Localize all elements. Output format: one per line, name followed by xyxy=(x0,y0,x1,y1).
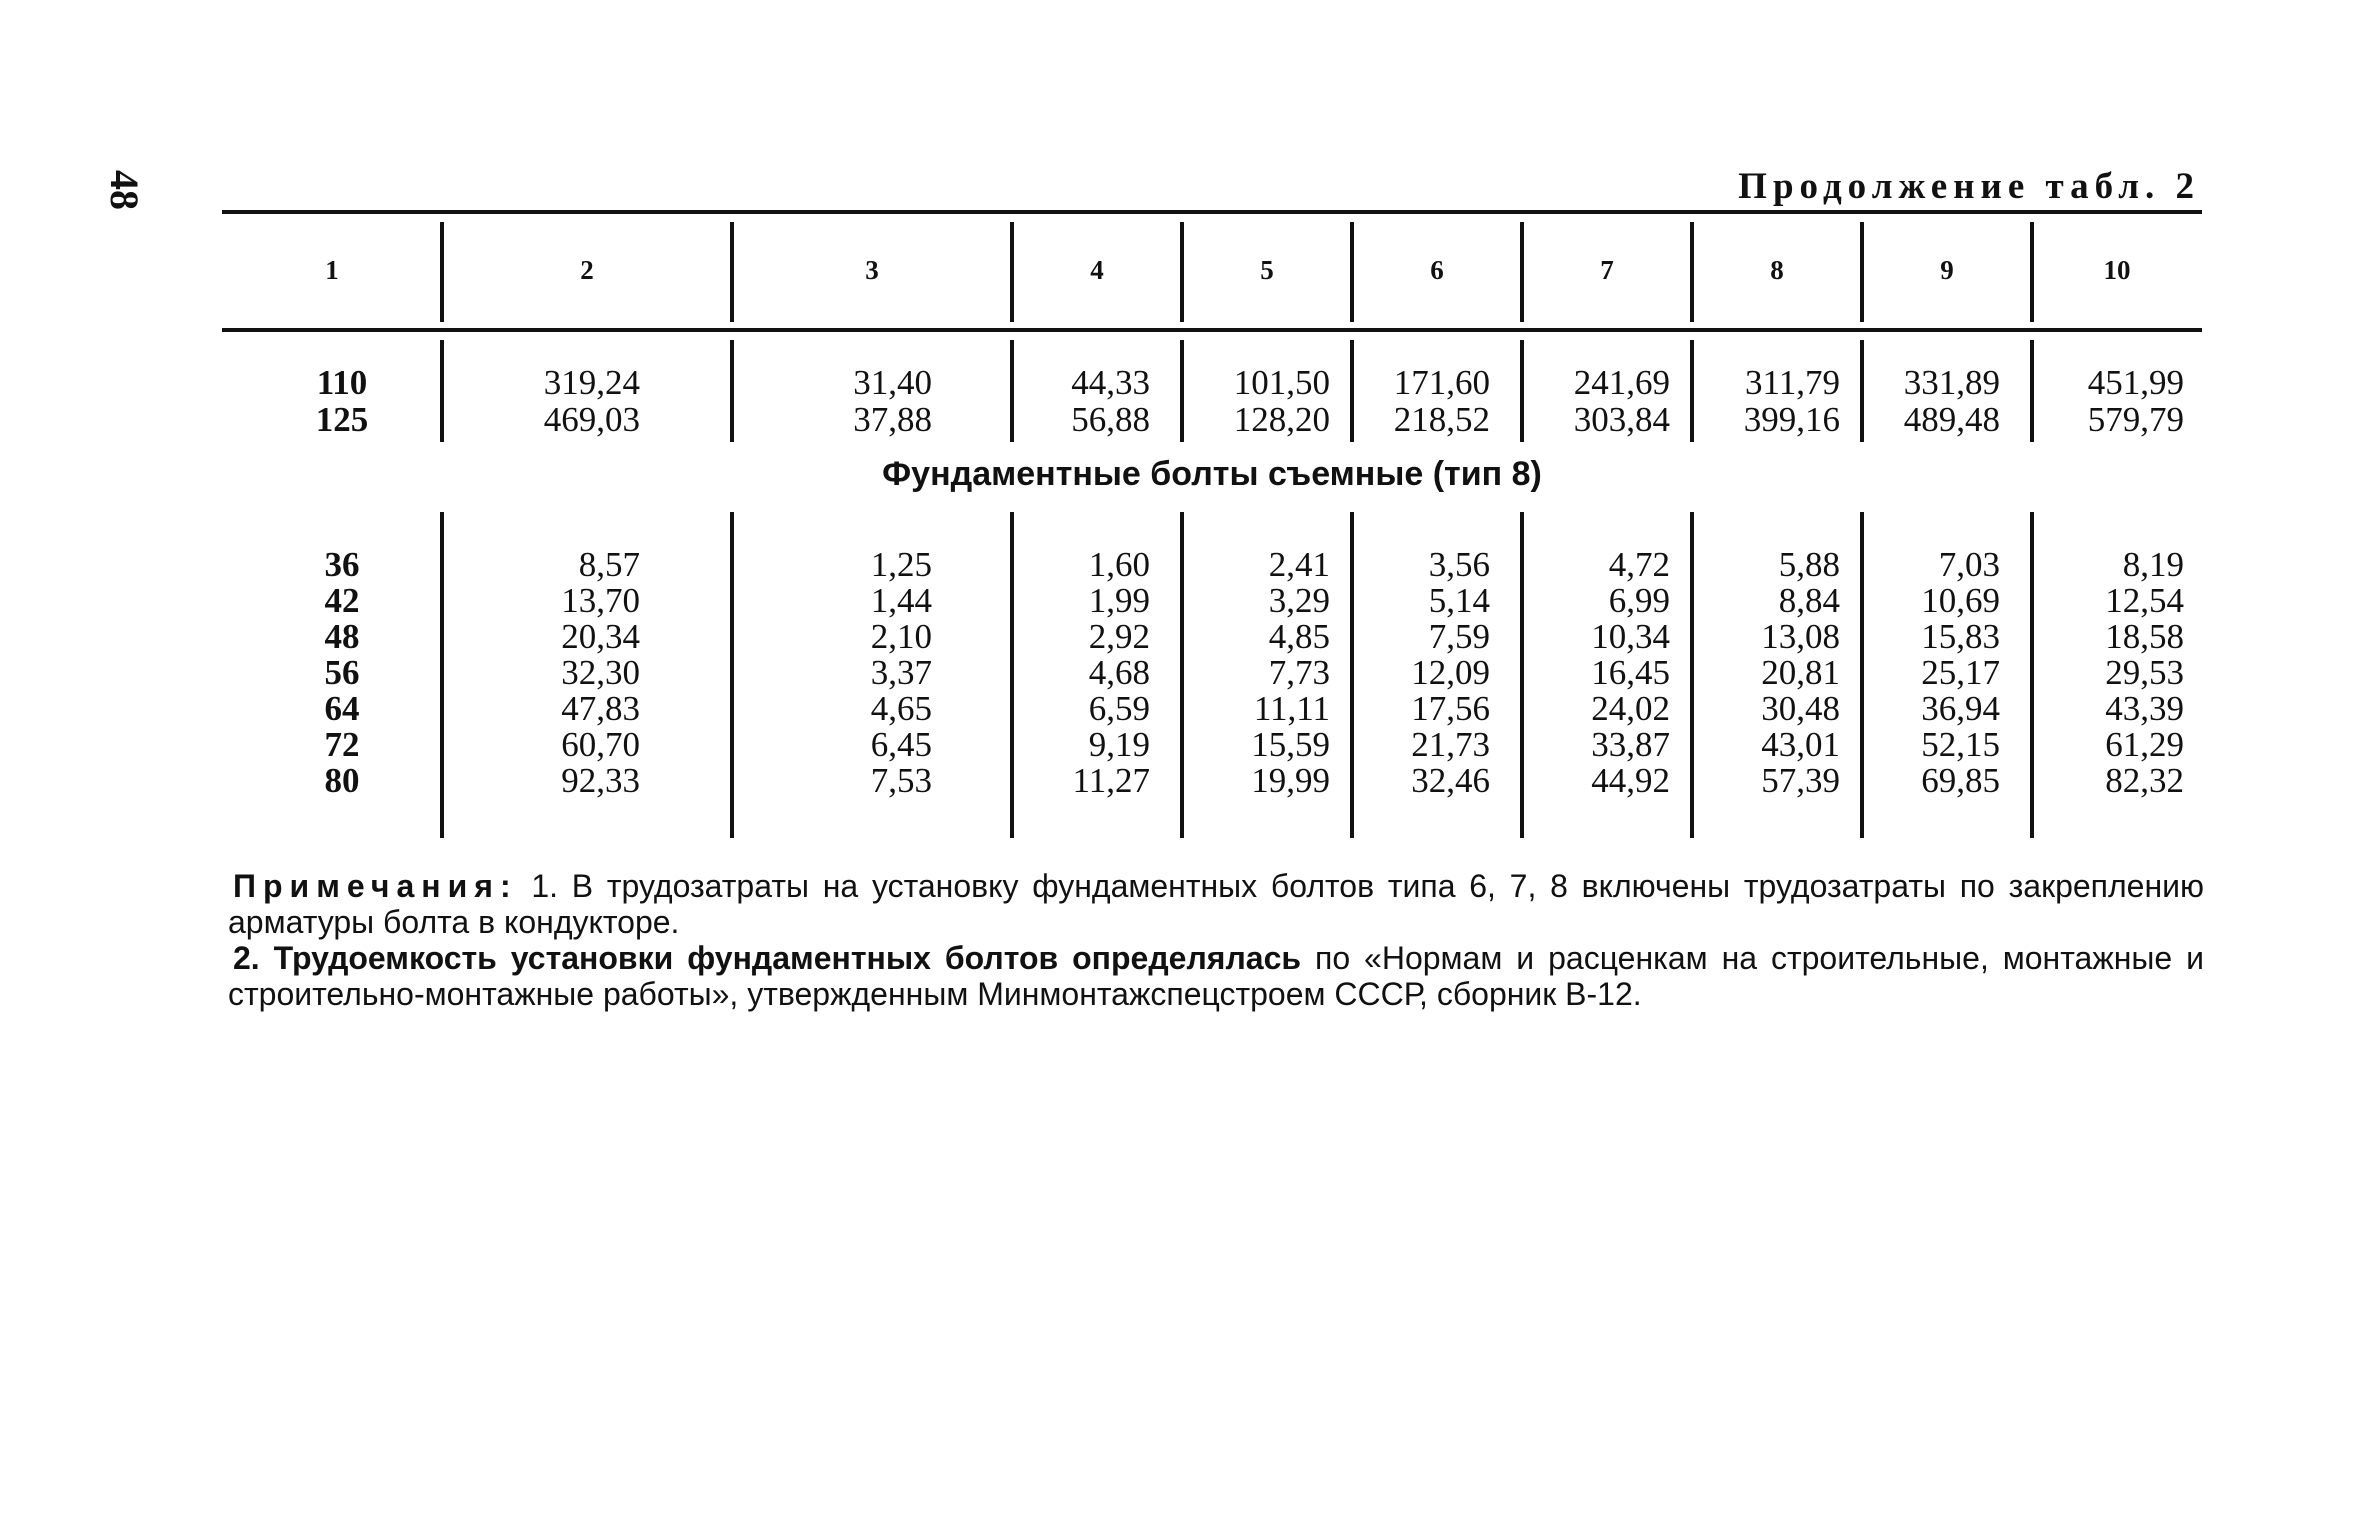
table-cell: 92,33 xyxy=(561,761,640,800)
section-title: Фундаментные болты съемные (тип 8) xyxy=(882,455,1542,493)
table-cell: 57,39 xyxy=(1761,761,1840,800)
table-cell: 13,08 xyxy=(1761,617,1840,656)
table-cell: 3,56 xyxy=(1428,545,1490,584)
table-cell: 7,59 xyxy=(1428,617,1490,656)
column-header: 5 xyxy=(1260,255,1274,285)
table-cell: 15,59 xyxy=(1251,725,1330,764)
table-cell: 82,32 xyxy=(2105,761,2184,800)
table-cell: 20,34 xyxy=(561,617,640,656)
table-cell: 31,40 xyxy=(853,363,932,402)
table-cell: 4,85 xyxy=(1268,617,1330,656)
table-cell: 7,73 xyxy=(1268,653,1330,692)
table-cell: 25,17 xyxy=(1921,653,2000,692)
table-cell: 30,48 xyxy=(1761,689,1840,728)
table-cell: 18,58 xyxy=(2105,617,2184,656)
table-cell: 24,02 xyxy=(1591,689,1670,728)
row-label-cell: 80 xyxy=(324,761,360,800)
table-cell: 12,54 xyxy=(2105,581,2184,620)
table-cell: 16,45 xyxy=(1591,653,1670,692)
table-cell: 44,33 xyxy=(1071,363,1150,402)
table-cell: 3,29 xyxy=(1268,581,1330,620)
notes-title: Примечания: xyxy=(233,868,518,904)
table-cell: 6,45 xyxy=(870,725,932,764)
table-cell: 1,44 xyxy=(870,581,932,620)
table-cell: 101,50 xyxy=(1233,363,1330,402)
table-cell: 303,84 xyxy=(1573,400,1670,439)
table-cell: 11,27 xyxy=(1072,761,1150,800)
table-cell: 319,24 xyxy=(543,363,640,402)
table-cell: 11,11 xyxy=(1253,689,1330,728)
table-cell: 6,99 xyxy=(1608,581,1670,620)
row-label-cell: 42 xyxy=(324,581,360,620)
table-cell: 56,88 xyxy=(1071,400,1150,439)
table-caption: Продолжение табл. 2 xyxy=(1738,166,2200,207)
table-cell: 47,83 xyxy=(561,689,640,728)
table-cell: 21,73 xyxy=(1411,725,1490,764)
notes xyxy=(228,868,2204,1012)
note-1-text: 1. В трудозатраты на установку фундаментных болтов типа 6, 7, 8 включены трудозатраты по закреплению арматуры болта в кондукторе. xyxy=(228,868,2205,940)
table-cell: 12,09 xyxy=(1411,653,1490,692)
table-cell: 9,19 xyxy=(1088,725,1150,764)
column-header: 9 xyxy=(1940,255,1954,285)
table-cell: 69,85 xyxy=(1921,761,2000,800)
column-header: 6 xyxy=(1430,255,1444,285)
table-cell: 8,84 xyxy=(1778,581,1840,620)
table-cell: 2,10 xyxy=(870,617,932,656)
table-cell: 2,41 xyxy=(1268,545,1330,584)
table-cell: 20,81 xyxy=(1761,653,1840,692)
table-cell: 399,16 xyxy=(1743,400,1840,439)
row-label-cell: 56 xyxy=(324,653,360,692)
table-cell: 15,83 xyxy=(1921,617,2000,656)
table-cell: 32,46 xyxy=(1411,761,1490,800)
table-cell: 6,59 xyxy=(1088,689,1150,728)
note-2 xyxy=(228,940,2204,1012)
table-cell: 52,15 xyxy=(1921,725,2000,764)
table-cell: 469,03 xyxy=(543,400,640,439)
table-cell: 36,94 xyxy=(1921,689,2000,728)
table-cell: 43,01 xyxy=(1761,725,1840,764)
row-label-cell: 36 xyxy=(324,545,360,584)
table-cell: 10,69 xyxy=(1921,581,2000,620)
table-cell: 4,72 xyxy=(1608,545,1670,584)
column-header: 1 xyxy=(325,255,339,285)
table-cell: 1,99 xyxy=(1088,581,1150,620)
table-cell: 32,30 xyxy=(561,653,640,692)
table-cell: 5,14 xyxy=(1428,581,1490,620)
table-cell: 2,92 xyxy=(1088,617,1150,656)
table-cell: 4,65 xyxy=(870,689,932,728)
table-cell: 311,79 xyxy=(1745,363,1840,402)
column-header: 7 xyxy=(1600,255,1614,285)
table-cell: 7,53 xyxy=(870,761,932,800)
table-cell: 128,20 xyxy=(1233,400,1330,439)
column-header: 2 xyxy=(580,255,594,285)
table-cell: 489,48 xyxy=(1903,400,2000,439)
table-cell: 37,88 xyxy=(853,400,932,439)
table-cell: 29,53 xyxy=(2105,653,2184,692)
table-cell: 4,68 xyxy=(1088,653,1150,692)
table-cell: 43,39 xyxy=(2105,689,2184,728)
row-label-cell: 64 xyxy=(324,689,360,728)
table-cell: 7,03 xyxy=(1938,545,2000,584)
row-label-cell: 125 xyxy=(315,400,369,439)
row-label-cell: 72 xyxy=(324,725,360,764)
column-header: 4 xyxy=(1090,255,1104,285)
table-cell: 5,88 xyxy=(1778,545,1840,584)
table-cell: 579,79 xyxy=(2087,400,2184,439)
table-cell: 241,69 xyxy=(1573,363,1670,402)
table-cell: 3,37 xyxy=(870,653,932,692)
table-cell: 61,29 xyxy=(2105,725,2184,764)
table-cell: 8,19 xyxy=(2122,545,2184,584)
table-cell: 1,25 xyxy=(870,545,932,584)
page-number: 48 xyxy=(102,170,147,210)
column-header: 3 xyxy=(865,255,879,285)
column-header: 10 xyxy=(2103,255,2131,285)
table-cell: 17,56 xyxy=(1411,689,1490,728)
table-cell: 218,52 xyxy=(1393,400,1490,439)
table-cell: 44,92 xyxy=(1591,761,1670,800)
note-2-text: по «Нормам и расценкам на строительные, монтажные и строительно-монтажные работы», утвержденным Минмонтажспецстроем СССР, сборник В-12. xyxy=(228,940,2205,1012)
table-cell: 331,89 xyxy=(1903,363,2000,402)
header-bottom-rule xyxy=(222,328,2202,332)
table-cell: 10,34 xyxy=(1591,617,1670,656)
note-1 xyxy=(228,868,2204,940)
table-cell: 33,87 xyxy=(1591,725,1670,764)
table-cell: 451,99 xyxy=(2087,363,2184,402)
table-cell: 8,57 xyxy=(578,545,640,584)
column-header: 8 xyxy=(1770,255,1784,285)
table-cell: 19,99 xyxy=(1251,761,1330,800)
table-cell: 60,70 xyxy=(561,725,640,764)
table-cell: 171,60 xyxy=(1393,363,1490,402)
note-2-lead: 2. Трудоемкость установки фундаментных болтов определялась xyxy=(233,940,1302,976)
row-label-cell: 110 xyxy=(316,363,368,402)
table-top-rule xyxy=(222,210,2202,214)
table-cell: 13,70 xyxy=(561,581,640,620)
row-label-cell: 48 xyxy=(324,617,360,656)
table-cell: 1,60 xyxy=(1088,545,1150,584)
